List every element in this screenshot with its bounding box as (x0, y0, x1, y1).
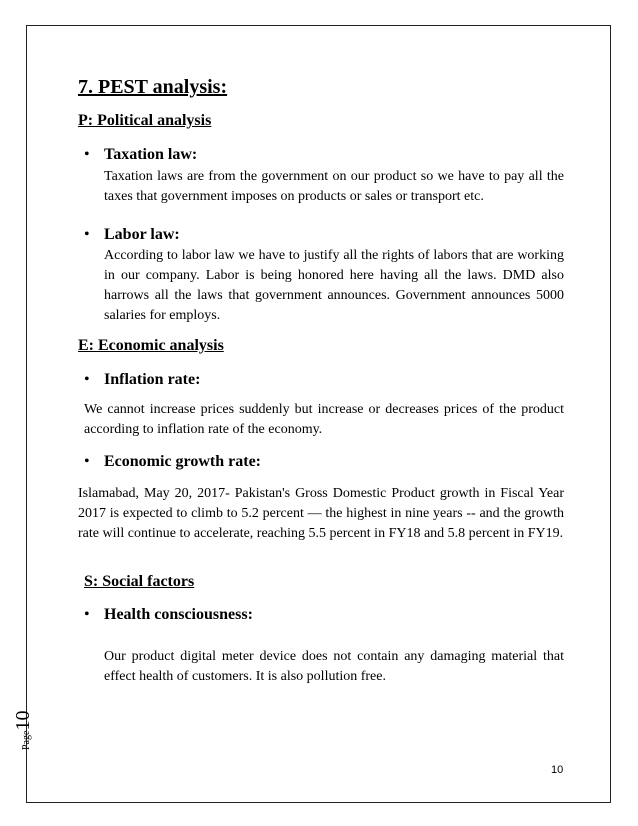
health-text: Our product digital meter device does not contain any damaging material that effect health of customers. It is also pollution free. (104, 649, 564, 684)
inflation-rate-text: We cannot increase prices suddenly but increase or decreases prices of the product according to inflation rate of the economy. (84, 402, 564, 437)
health-item (84, 606, 253, 624)
side-page-label (12, 711, 35, 750)
labor-law-title: Labor law: (104, 226, 180, 243)
bullet-icon: • (84, 226, 90, 243)
inflation-rate-title: Inflation rate: (104, 371, 201, 388)
growth-rate-text: Islamabad, May 20, 2017- Pakistan's Gross Domestic Product growth in Fiscal Year 2017 is expected to climb to 5.2 percent — the highest in nine years -- and the growth rate will continue to accelerate, reaching 5.5 percent in FY18 and 5.8 percent in FY19. (78, 486, 564, 541)
bullet-icon: • (84, 606, 90, 623)
labor-law-item (84, 226, 180, 244)
economic-title: E: Economic analysis (78, 337, 224, 354)
section-heading: 7. PEST analysis: (78, 76, 228, 98)
side-page-number: 10 (12, 710, 34, 731)
taxation-law-item (84, 146, 198, 164)
inflation-rate-item (84, 371, 201, 389)
taxation-law-title: Taxation law: (104, 146, 198, 163)
political-title: P: Political analysis (78, 112, 212, 129)
page-number: 10 (551, 764, 564, 776)
labor-law-text: According to labor law we have to justify all the rights of labors that are working in our company. Labor is being honored here having all the laws. DMD also harrows all the laws that government announces. Government announces 5000 salaries for employs. (104, 248, 564, 323)
bullet-icon: • (84, 453, 90, 470)
health-title: Health consciousness: (104, 606, 253, 623)
bullet-icon: • (84, 371, 90, 388)
social-title: S: Social factors (84, 573, 195, 590)
taxation-law-text: Taxation laws are from the government on our product so we have to pay all the taxes that government imposes on products or sales or transport etc. (104, 169, 564, 204)
side-page-word: Page (21, 730, 32, 750)
bullet-icon: • (84, 146, 90, 163)
growth-rate-item (84, 453, 261, 471)
growth-rate-title: Economic growth rate: (104, 453, 261, 470)
